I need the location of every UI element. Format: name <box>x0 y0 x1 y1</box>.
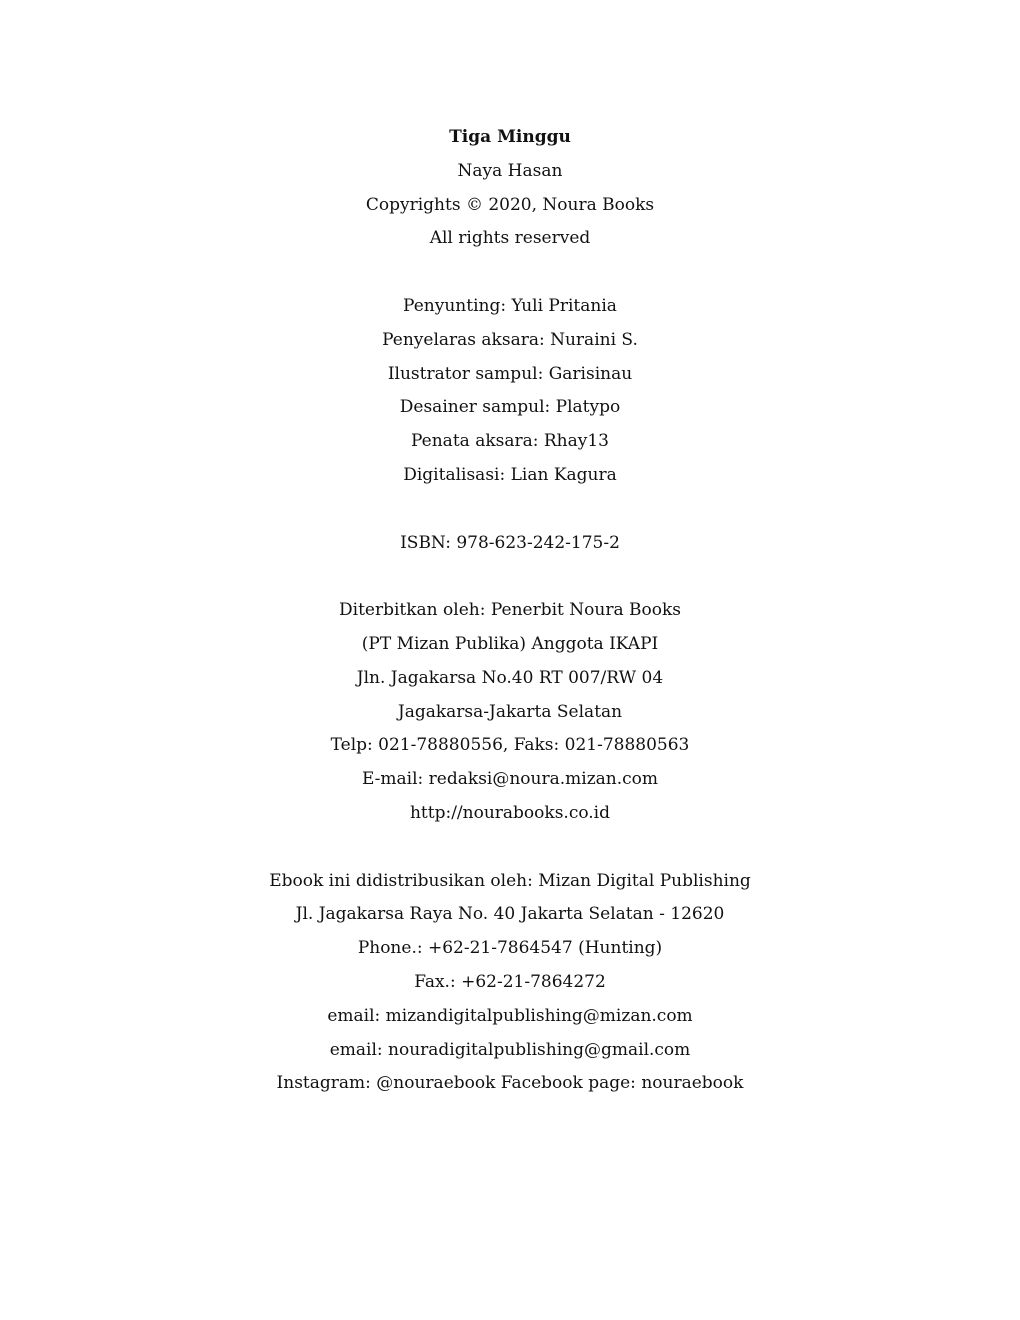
credit-line-proofreader: Penyelaras aksara: Nuraini S. <box>382 329 638 350</box>
distributor-email: email: mizandigitalpublishing@mizan.com <box>327 1005 693 1026</box>
spacer <box>0 831 1020 865</box>
publisher-email: E-mail: redaksi@noura.mizan.com <box>361 769 659 790</box>
credit-line-digitalization: Digitalisasi: Lian Kagura <box>403 464 617 485</box>
publisher-line: Diterbitkan oleh: Penerbit Noura Books <box>339 600 681 621</box>
distributor-line: Fax.: +62-21-7864272 <box>414 971 606 992</box>
credit-line-typesetter: Penata aksara: Rhay13 <box>411 431 609 452</box>
distributor-email: email: nouradigitalpublishing@gmail.com <box>329 1039 691 1060</box>
credit-line-cover-designer: Desainer sampul: Platypo <box>399 397 621 418</box>
publisher-line: Telp: 021-78880556, Faks: 021-78880563 <box>330 735 690 756</box>
publisher-line: Jln. Jagakarsa No.40 RT 007/RW 04 <box>356 667 664 688</box>
book-author: Naya Hasan <box>457 160 563 181</box>
distributor-line: Ebook ini didistribusikan oleh: Mizan Digital Publishing <box>269 870 751 891</box>
distributor-line: Phone.: +62-21-7864547 (Hunting) <box>357 938 663 959</box>
credit-line-illustrator: Ilustrator sampul: Garisinau <box>387 363 633 384</box>
book-title: Tiga Minggu <box>449 127 571 147</box>
spacer <box>0 560 1020 594</box>
distributor-line: Jl. Jagakarsa Raya No. 40 Jakarta Selatan - 12620 <box>295 904 725 925</box>
distributor-block <box>0 865 1020 1102</box>
publisher-block <box>0 594 1020 831</box>
publisher-line: Jagakarsa-Jakarta Selatan <box>397 701 623 722</box>
copyright-page <box>0 121 1020 1101</box>
copyright-notice: Copyrights © 2020, Noura Books <box>365 194 655 215</box>
rights-notice: All rights reserved <box>429 228 591 249</box>
spacer <box>0 493 1020 527</box>
publisher-website: http://nourabooks.co.id <box>409 802 611 823</box>
publisher-line: (PT Mizan Publika) Anggota IKAPI <box>361 633 659 654</box>
book-info <box>0 121 1020 256</box>
credit-line-editor: Penyunting: Yuli Pritania <box>403 295 617 316</box>
credits-block <box>0 290 1020 493</box>
spacer <box>0 256 1020 290</box>
distributor-social: Instagram: @nouraebook Facebook page: nouraebook <box>276 1073 744 1094</box>
isbn-line: ISBN: 978-623-242-175-2 <box>400 532 620 553</box>
